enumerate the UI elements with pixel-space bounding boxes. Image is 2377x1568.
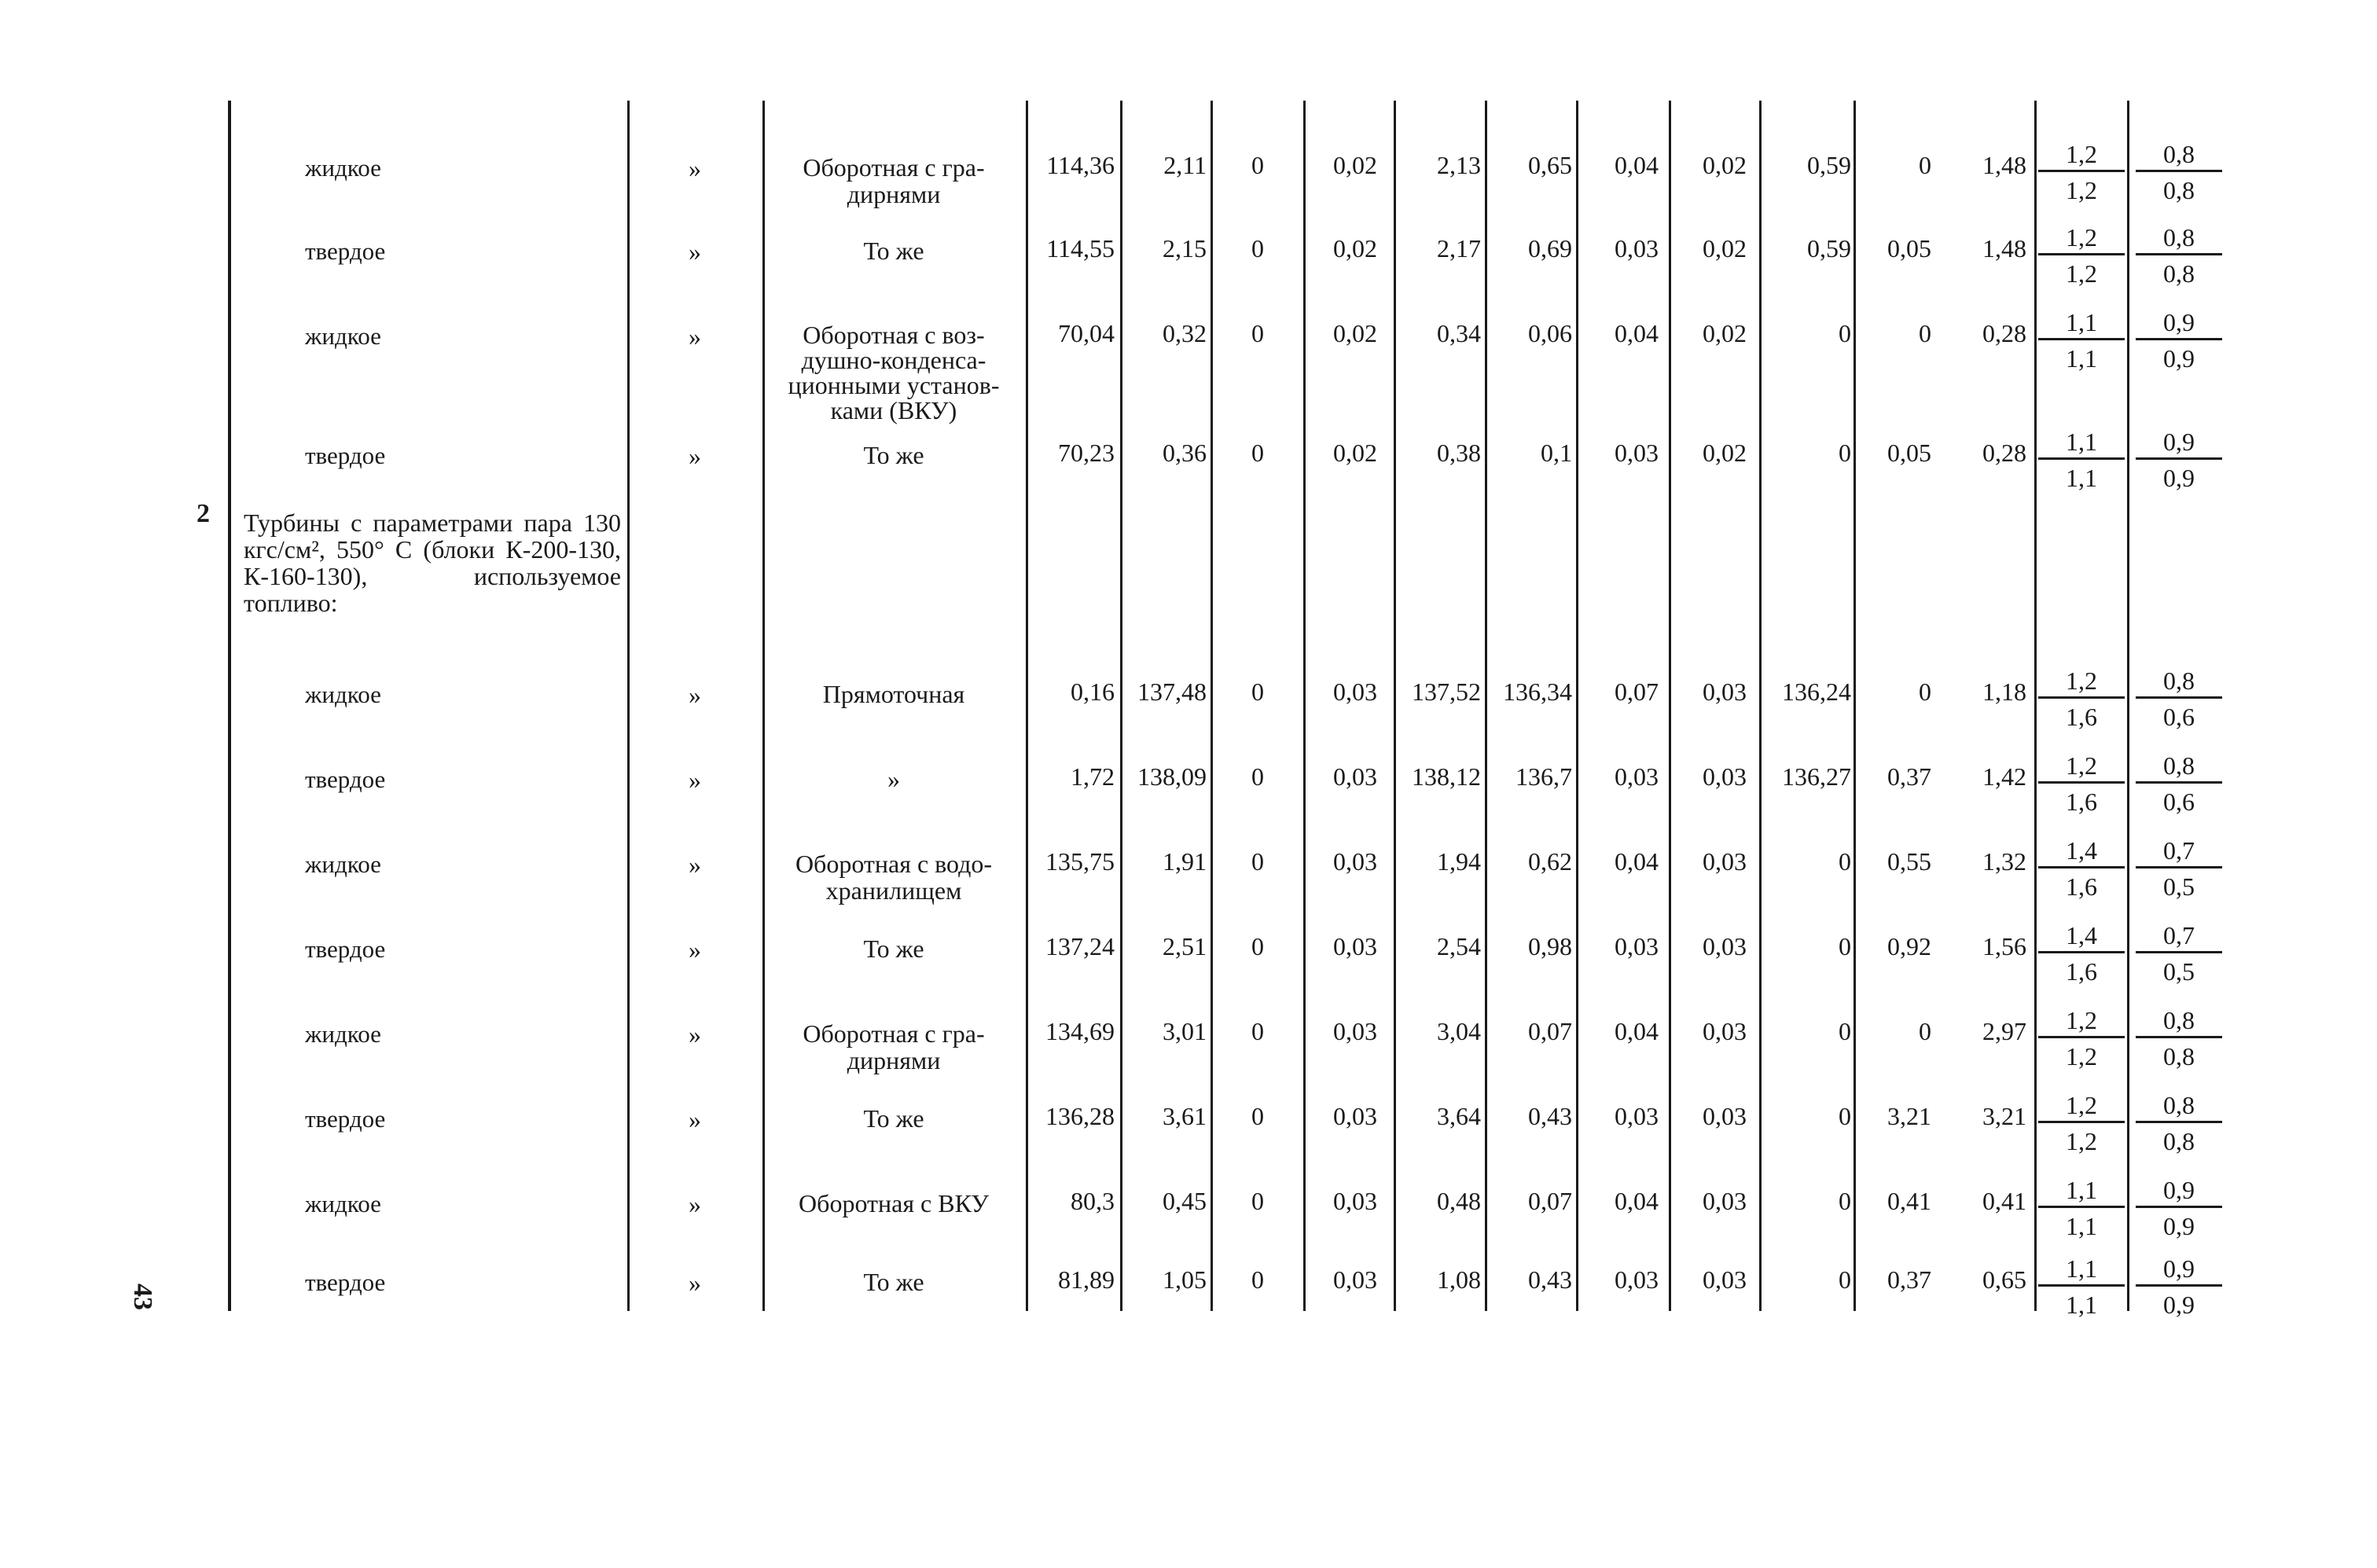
section-number: 2	[197, 499, 210, 528]
value-cell: 0,03	[1703, 1102, 1747, 1130]
column-rule	[1669, 101, 1671, 1311]
coef-a-numerator: 1,4	[2066, 921, 2097, 949]
coef-a-denominator: 1,6	[2066, 703, 2097, 731]
fuel-type: жидкое	[305, 322, 381, 350]
value-cell: 0,02	[1333, 234, 1377, 263]
value-cell: 0	[1251, 1102, 1264, 1130]
cooling-system: То же	[863, 237, 924, 265]
value-cell: 0,43	[1528, 1102, 1572, 1130]
fuel-type: жидкое	[305, 1020, 381, 1048]
coef-a-numerator: 1,2	[2066, 1006, 2097, 1034]
value-cell: 0,41	[1887, 1187, 1931, 1215]
coef-b-bar	[2136, 1206, 2222, 1208]
cooling-system: То же	[863, 1268, 924, 1296]
value-cell: 1,48	[1982, 234, 2026, 263]
ditto-mark: »	[689, 1105, 701, 1133]
value-cell: 0,03	[1333, 1265, 1377, 1294]
value-cell: 0,69	[1528, 234, 1572, 263]
ditto-mark: »	[689, 442, 701, 470]
value-cell: 0	[1839, 439, 1851, 467]
value-cell: 0	[1251, 932, 1264, 960]
value-cell: 0	[1251, 439, 1264, 467]
coef-b-numerator: 0,9	[2163, 428, 2195, 456]
coef-b-numerator: 0,9	[2163, 308, 2195, 336]
value-cell: 0,03	[1703, 847, 1747, 876]
value-cell: 0,05	[1887, 234, 1931, 263]
value-cell: 2,15	[1163, 234, 1207, 263]
value-cell: 3,61	[1163, 1102, 1207, 1130]
ditto-mark: »	[689, 935, 701, 964]
value-cell: 2,51	[1163, 932, 1207, 960]
value-cell: 0	[1919, 319, 1931, 347]
column-rule	[1485, 101, 1487, 1311]
coef-b-denominator: 0,8	[2163, 176, 2195, 204]
value-cell: 138,09	[1137, 762, 1207, 791]
value-cell: 1,18	[1982, 678, 2026, 706]
coef-b-numerator: 0,8	[2163, 140, 2195, 168]
coef-a-bar	[2038, 1206, 2125, 1208]
coef-a-numerator: 1,1	[2066, 308, 2097, 336]
fuel-type: твердое	[305, 935, 386, 963]
ditto-mark: »	[689, 237, 701, 266]
value-cell: 3,21	[1982, 1102, 2026, 1130]
value-cell: 0,36	[1163, 439, 1207, 467]
value-cell: 0	[1251, 847, 1264, 876]
value-cell: 0	[1251, 1187, 1264, 1215]
column-rule	[228, 101, 231, 1311]
page-number: 43	[128, 1283, 157, 1310]
coef-b-numerator: 0,8	[2163, 1091, 2195, 1119]
value-cell: 0	[1251, 1265, 1264, 1294]
coef-b-bar	[2136, 781, 2222, 784]
coef-b-denominator: 0,9	[2163, 1212, 2195, 1240]
coef-b-denominator: 0,5	[2163, 872, 2195, 901]
ditto-mark: »	[689, 681, 701, 709]
value-cell: 136,28	[1045, 1102, 1115, 1130]
value-cell: 0,45	[1163, 1187, 1207, 1215]
ditto-mark: »	[689, 1020, 701, 1048]
column-rule	[1120, 101, 1122, 1311]
value-cell: 0,06	[1528, 319, 1572, 347]
coef-a-bar	[2038, 338, 2125, 340]
coef-b-bar	[2136, 253, 2222, 255]
fuel-type: твердое	[305, 1269, 386, 1296]
coef-b-numerator: 0,7	[2163, 836, 2195, 865]
column-rule	[1576, 101, 1578, 1311]
value-cell: 70,23	[1058, 439, 1115, 467]
ditto-mark: »	[689, 766, 701, 794]
value-cell: 0,04	[1615, 1187, 1659, 1215]
value-cell: 0,03	[1333, 932, 1377, 960]
cooling-system: То же	[863, 441, 924, 469]
value-cell: 0,43	[1528, 1265, 1572, 1294]
coef-b-denominator: 0,8	[2163, 1127, 2195, 1155]
column-rule	[2127, 101, 2129, 1311]
coef-a-denominator: 1,1	[2066, 1212, 2097, 1240]
fuel-type: жидкое	[305, 154, 381, 182]
column-rule	[2034, 101, 2037, 1311]
value-cell: 0	[1839, 1017, 1851, 1045]
coef-a-denominator: 1,2	[2066, 176, 2097, 204]
value-cell: 0,03	[1703, 762, 1747, 791]
value-cell: 0	[1919, 1017, 1931, 1045]
ditto-mark: »	[689, 322, 701, 351]
value-cell: 0,32	[1163, 319, 1207, 347]
coef-b-bar	[2136, 951, 2222, 953]
value-cell: 0,37	[1887, 1265, 1931, 1294]
value-cell: 0,03	[1333, 762, 1377, 791]
value-cell: 1,05	[1163, 1265, 1207, 1294]
coef-a-numerator: 1,2	[2066, 1091, 2097, 1119]
column-rule	[1211, 101, 1213, 1311]
cooling-system: То же	[863, 935, 924, 963]
column-rule	[1853, 101, 1856, 1311]
value-cell: 0,03	[1615, 1265, 1659, 1294]
value-cell: 0,98	[1528, 932, 1572, 960]
coef-a-bar	[2038, 951, 2125, 953]
value-cell: 135,75	[1045, 847, 1115, 876]
coef-b-denominator: 0,6	[2163, 788, 2195, 816]
value-cell: 0,02	[1333, 439, 1377, 467]
value-cell: 0,04	[1615, 151, 1659, 179]
coef-b-bar	[2136, 170, 2222, 172]
value-cell: 137,24	[1045, 932, 1115, 960]
value-cell: 0	[1839, 1187, 1851, 1215]
value-cell: 0,02	[1703, 234, 1747, 263]
value-cell: 2,97	[1982, 1017, 2026, 1045]
value-cell: 0,07	[1528, 1187, 1572, 1215]
value-cell: 1,56	[1982, 932, 2026, 960]
coef-b-bar	[2136, 338, 2222, 340]
coef-a-denominator: 1,1	[2066, 344, 2097, 373]
coef-b-numerator: 0,8	[2163, 1006, 2195, 1034]
cooling-system: То же	[863, 1104, 924, 1133]
value-cell: 2,17	[1437, 234, 1481, 263]
cooling-system: Прямоточная	[822, 680, 965, 708]
fuel-type: жидкое	[305, 1190, 381, 1217]
value-cell: 0,05	[1887, 439, 1931, 467]
coef-b-bar	[2136, 696, 2222, 699]
value-cell: 0,03	[1615, 234, 1659, 263]
value-cell: 3,04	[1437, 1017, 1481, 1045]
column-rule	[1026, 101, 1028, 1311]
coef-a-denominator: 1,2	[2066, 1042, 2097, 1070]
coef-a-bar	[2038, 253, 2125, 255]
coef-b-denominator: 0,8	[2163, 259, 2195, 288]
value-cell: 70,04	[1058, 319, 1115, 347]
value-cell: 0,28	[1982, 439, 2026, 467]
value-cell: 0	[1251, 234, 1264, 263]
value-cell: 137,48	[1137, 678, 1207, 706]
section-description: Турбины с параметрами пара 130 кгс/см², 550° С (блоки К-200-130, К-160-130), используемое топливо:	[244, 509, 621, 617]
coef-b-denominator: 0,5	[2163, 957, 2195, 986]
value-cell: 0	[1251, 678, 1264, 706]
coef-b-numerator: 0,8	[2163, 751, 2195, 780]
value-cell: 2,13	[1437, 151, 1481, 179]
value-cell: 0,59	[1807, 151, 1851, 179]
ditto-mark: »	[689, 154, 701, 182]
coef-b-bar	[2136, 1284, 2222, 1287]
coef-b-numerator: 0,9	[2163, 1176, 2195, 1204]
value-cell: 0,03	[1615, 1102, 1659, 1130]
column-rule	[1759, 101, 1762, 1311]
value-cell: 114,36	[1046, 151, 1115, 179]
value-cell: 0,03	[1703, 1265, 1747, 1294]
coef-a-bar	[2038, 457, 2125, 460]
value-cell: 136,24	[1782, 678, 1851, 706]
value-cell: 0	[1839, 932, 1851, 960]
value-cell: 0,62	[1528, 847, 1572, 876]
column-rule	[762, 101, 765, 1311]
value-cell: 0,03	[1615, 932, 1659, 960]
fuel-type: твердое	[305, 237, 386, 265]
column-rule	[1394, 101, 1396, 1311]
coef-b-denominator: 0,8	[2163, 1042, 2195, 1070]
value-cell: 80,3	[1071, 1187, 1115, 1215]
value-cell: 136,27	[1782, 762, 1851, 791]
coef-b-numerator: 0,7	[2163, 921, 2195, 949]
value-cell: 0,65	[1982, 1265, 2026, 1294]
cooling-system: Оборотная с гра- дирнями	[803, 153, 985, 208]
value-cell: 0,04	[1615, 319, 1659, 347]
value-cell: 0	[1839, 1265, 1851, 1294]
coef-a-denominator: 1,2	[2066, 259, 2097, 288]
value-cell: 3,01	[1163, 1017, 1207, 1045]
coef-a-numerator: 1,2	[2066, 140, 2097, 168]
cooling-system: Оборотная с ВКУ	[799, 1189, 989, 1217]
ditto-mark: »	[689, 850, 701, 879]
coef-b-denominator: 0,9	[2163, 464, 2195, 492]
value-cell: 0,48	[1437, 1187, 1481, 1215]
value-cell: 0,03	[1703, 932, 1747, 960]
value-cell: 0,41	[1982, 1187, 2026, 1215]
coef-a-denominator: 1,2	[2066, 1127, 2097, 1155]
value-cell: 81,89	[1058, 1265, 1115, 1294]
coef-a-denominator: 1,1	[2066, 464, 2097, 492]
coef-a-numerator: 1,2	[2066, 751, 2097, 780]
cooling-system: »	[887, 765, 900, 793]
coef-a-denominator: 1,6	[2066, 788, 2097, 816]
value-cell: 0	[1839, 319, 1851, 347]
coef-a-numerator: 1,1	[2066, 428, 2097, 456]
coef-a-numerator: 1,1	[2066, 1254, 2097, 1283]
value-cell: 136,7	[1515, 762, 1572, 791]
value-cell: 1,91	[1163, 847, 1207, 876]
value-cell: 3,64	[1437, 1102, 1481, 1130]
value-cell: 0,04	[1615, 847, 1659, 876]
coef-a-denominator: 1,1	[2066, 1291, 2097, 1319]
coef-a-denominator: 1,6	[2066, 957, 2097, 986]
value-cell: 0,02	[1703, 439, 1747, 467]
column-rule	[1303, 101, 1306, 1311]
cooling-system: Оборотная с воз- душно-конденса- ционными установ- ками (ВКУ)	[788, 321, 1000, 424]
coef-a-denominator: 1,6	[2066, 872, 2097, 901]
column-rule	[627, 101, 630, 1311]
value-cell: 0	[1919, 151, 1931, 179]
value-cell: 0,03	[1333, 1017, 1377, 1045]
coef-b-bar	[2136, 1036, 2222, 1038]
value-cell: 1,48	[1982, 151, 2026, 179]
coef-a-bar	[2038, 1284, 2125, 1287]
value-cell: 0,34	[1437, 319, 1481, 347]
value-cell: 2,11	[1163, 151, 1207, 179]
coef-b-denominator: 0,6	[2163, 703, 2195, 731]
value-cell: 0,02	[1333, 151, 1377, 179]
value-cell: 0,02	[1703, 319, 1747, 347]
value-cell: 0,03	[1333, 678, 1377, 706]
value-cell: 0,02	[1703, 151, 1747, 179]
value-cell: 1,08	[1437, 1265, 1481, 1294]
value-cell: 0	[1251, 319, 1264, 347]
cooling-system: Оборотная с водо- хранилищем	[795, 850, 993, 905]
value-cell: 137,52	[1412, 678, 1481, 706]
fuel-type: твердое	[305, 1105, 386, 1133]
ditto-mark: »	[689, 1269, 701, 1297]
value-cell: 0,03	[1333, 1187, 1377, 1215]
fuel-type: жидкое	[305, 850, 381, 878]
value-cell: 0	[1839, 847, 1851, 876]
value-cell: 0	[1839, 1102, 1851, 1130]
coef-b-bar	[2136, 866, 2222, 868]
fuel-type: твердое	[305, 766, 386, 793]
value-cell: 0,59	[1807, 234, 1851, 263]
value-cell: 0,03	[1333, 847, 1377, 876]
value-cell: 3,21	[1887, 1102, 1931, 1130]
cooling-system: Оборотная с гра- дирнями	[803, 1019, 985, 1074]
coef-a-bar	[2038, 866, 2125, 868]
coef-a-bar	[2038, 781, 2125, 784]
value-cell: 134,69	[1045, 1017, 1115, 1045]
value-cell: 1,42	[1982, 762, 2026, 791]
value-cell: 0,03	[1615, 439, 1659, 467]
value-cell: 0,65	[1528, 151, 1572, 179]
value-cell: 0	[1251, 151, 1264, 179]
value-cell: 0,92	[1887, 932, 1931, 960]
coef-a-numerator: 1,2	[2066, 223, 2097, 252]
coef-b-denominator: 0,9	[2163, 344, 2195, 373]
coef-b-bar	[2136, 1121, 2222, 1123]
coef-a-numerator: 1,2	[2066, 666, 2097, 695]
value-cell: 0,04	[1615, 1017, 1659, 1045]
coef-a-bar	[2038, 1121, 2125, 1123]
value-cell: 0,38	[1437, 439, 1481, 467]
value-cell: 0,03	[1703, 678, 1747, 706]
value-cell: 0,03	[1615, 762, 1659, 791]
value-cell: 0,07	[1615, 678, 1659, 706]
value-cell: 114,55	[1046, 234, 1115, 263]
fuel-type: твердое	[305, 442, 386, 469]
value-cell: 0,03	[1703, 1187, 1747, 1215]
value-cell: 0,28	[1982, 319, 2026, 347]
value-cell: 0,03	[1703, 1017, 1747, 1045]
coef-a-numerator: 1,1	[2066, 1176, 2097, 1204]
coef-a-bar	[2038, 170, 2125, 172]
value-cell: 1,32	[1982, 847, 2026, 876]
value-cell: 0,02	[1333, 319, 1377, 347]
value-cell: 0,07	[1528, 1017, 1572, 1045]
coef-b-denominator: 0,9	[2163, 1291, 2195, 1319]
fuel-type: жидкое	[305, 681, 381, 708]
value-cell: 0,1	[1541, 439, 1572, 467]
value-cell: 0,55	[1887, 847, 1931, 876]
value-cell: 0,37	[1887, 762, 1931, 791]
ditto-mark: »	[689, 1190, 701, 1218]
coef-a-bar	[2038, 1036, 2125, 1038]
coef-b-numerator: 0,9	[2163, 1254, 2195, 1283]
coef-b-numerator: 0,8	[2163, 666, 2195, 695]
value-cell: 136,34	[1503, 678, 1572, 706]
coef-a-numerator: 1,4	[2066, 836, 2097, 865]
value-cell: 0	[1919, 678, 1931, 706]
coef-a-bar	[2038, 696, 2125, 699]
value-cell: 1,72	[1071, 762, 1115, 791]
value-cell: 1,94	[1437, 847, 1481, 876]
coef-b-numerator: 0,8	[2163, 223, 2195, 252]
value-cell: 0,03	[1333, 1102, 1377, 1130]
value-cell: 0	[1251, 762, 1264, 791]
value-cell: 0,16	[1071, 678, 1115, 706]
value-cell: 2,54	[1437, 932, 1481, 960]
coef-b-bar	[2136, 457, 2222, 460]
value-cell: 138,12	[1412, 762, 1481, 791]
value-cell: 0	[1251, 1017, 1264, 1045]
